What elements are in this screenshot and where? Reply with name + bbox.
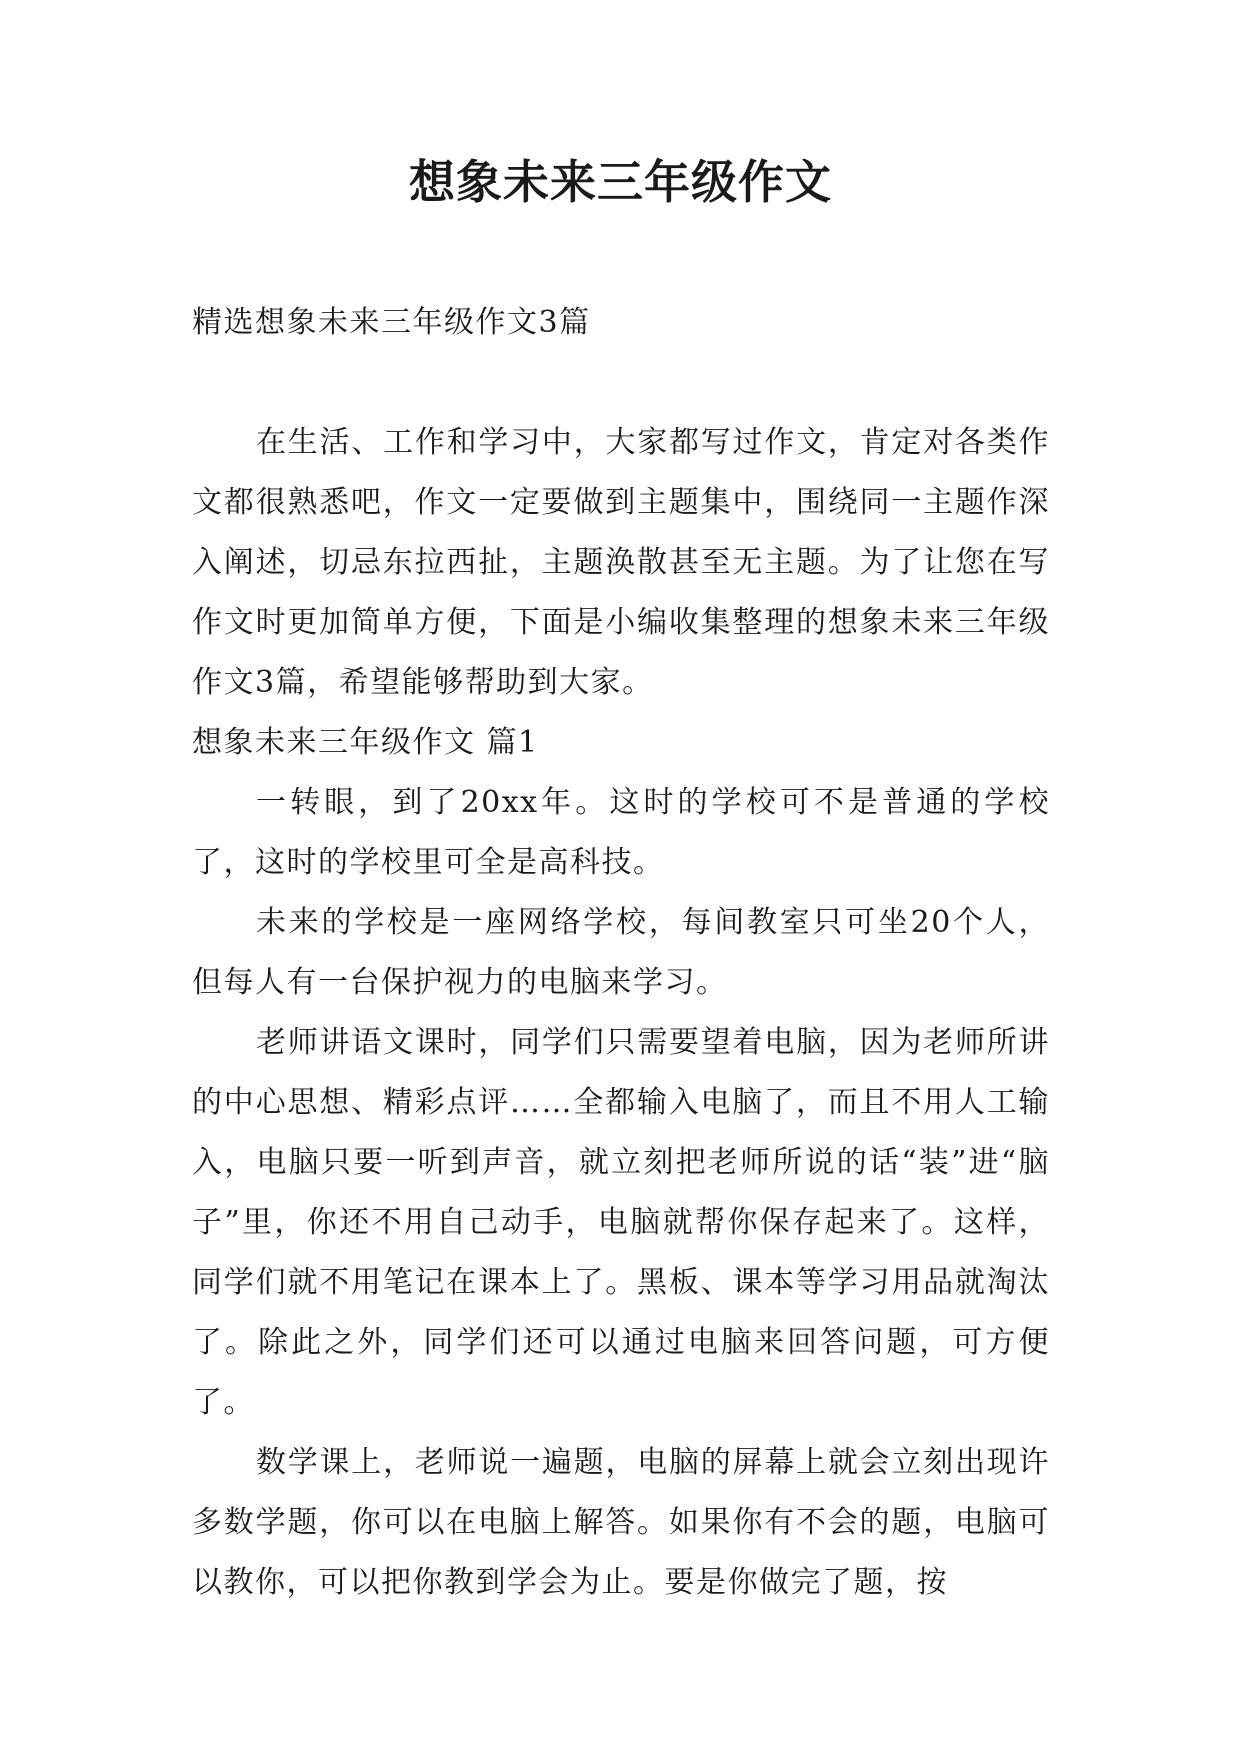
- document-title: 想象未来三年级作文: [409, 155, 832, 209]
- document-subtitle: 精选想象未来三年级作文3篇: [192, 305, 591, 340]
- intro-paragraph: 在生活、工作和学习中，大家都写过作文，肯定对各类作文都很熟悉吧，作文一定要做到主题集中，围绕同一主题作深入阐述，切忌东拉西扯，主题涣散甚至无主题。为了让您在写作文时更加简单方便，下面是小编收集整理的想象未来三年级作文3篇，希望能够帮助到大家。: [192, 425, 1050, 700]
- body-paragraph: 未来的学校是一座网络学校，每间教室只可坐20个人，但每人有一台保护视力的电脑来学习。: [192, 905, 1050, 1000]
- body-paragraph: 数学课上，老师说一遍题，电脑的屏幕上就会立刻出现许多数学题，你可以在电脑上解答。如果你有不会的题，电脑可以教你，可以把你教到学会为止。要是你做完了题，按: [192, 1445, 1050, 1600]
- section-heading: 想象未来三年级作文 篇1: [192, 725, 539, 760]
- document-body: [192, 293, 1050, 1613]
- body-paragraph: 一转眼，到了20xx年。这时的学校可不是普通的学校了，这时的学校里可全是高科技。: [192, 785, 1050, 880]
- body-paragraph: 老师讲语文课时，同学们只需要望着电脑，因为老师所讲的中心思想、精彩点评……全都输入电脑了，而且不用人工输入，电脑只要一听到声音，就立刻把老师所说的话“装”进“脑子”里，你还不用自己动手，电脑就帮你保存起来了。这样，同学们就不用笔记在课本上了。黑板、课本等学习用品就淘汰了。除此之外，同学们还可以通过电脑来回答问题，可方便了。: [192, 1025, 1050, 1420]
